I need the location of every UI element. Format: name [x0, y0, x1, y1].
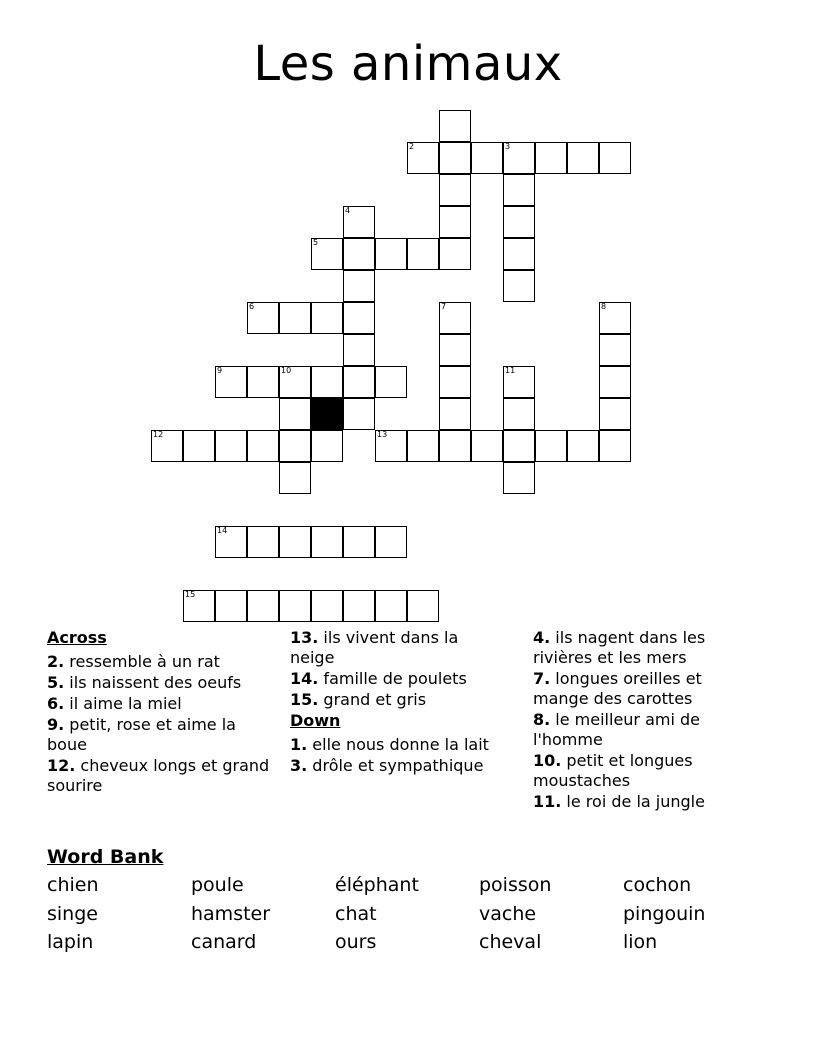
clue-item-text: ils vivent dans la neige	[290, 628, 459, 667]
word-bank-item: pingouin	[623, 902, 706, 925]
clue-item-text: le roi de la jungle	[561, 792, 705, 811]
grid-cell[interactable]	[439, 302, 471, 334]
grid-cell[interactable]	[343, 590, 375, 622]
word-bank-item: lapin	[47, 931, 94, 953]
grid-cell[interactable]	[503, 398, 535, 430]
grid-cell[interactable]	[535, 430, 567, 462]
clue-number: 7	[441, 302, 447, 311]
grid-cell[interactable]	[279, 590, 311, 622]
grid-cell[interactable]	[599, 334, 631, 366]
clue-item-number: 11.	[533, 792, 562, 811]
grid-cell[interactable]	[567, 430, 599, 462]
down-clue-list	[290, 735, 500, 776]
word-bank-item: chien	[47, 874, 99, 896]
grid-cell[interactable]	[247, 590, 279, 622]
down-heading: Down	[290, 711, 341, 730]
clue-item-number: 8.	[533, 710, 551, 729]
clue-item-number: 15.	[290, 690, 319, 709]
word-bank-item: cochon	[623, 874, 692, 896]
grid-cell[interactable]	[279, 398, 311, 430]
grid-cell[interactable]	[279, 462, 311, 494]
clue-number: 11	[505, 366, 516, 375]
clue-item-text: petit, rose et aime la boue	[47, 715, 236, 754]
grid-cell[interactable]	[375, 430, 407, 462]
clue-item	[533, 669, 733, 709]
clue-item-number: 3.	[290, 756, 308, 775]
grid-cell[interactable]	[503, 366, 535, 398]
clue-number: 15	[185, 590, 196, 599]
grid-cell[interactable]	[439, 206, 471, 238]
grid-cell[interactable]	[247, 302, 279, 334]
clue-item	[290, 756, 500, 776]
grid-cell[interactable]	[439, 430, 471, 462]
clue-item-text: ils naissent des oeufs	[64, 673, 242, 692]
clue-item	[47, 756, 272, 796]
clue-item	[533, 710, 733, 750]
clue-item-text: longues oreilles et mange des carottes	[533, 669, 702, 708]
clue-item-number: 10.	[533, 751, 562, 770]
grid-cell[interactable]	[311, 366, 343, 398]
grid-cell[interactable]	[311, 590, 343, 622]
grid-cell[interactable]	[375, 238, 407, 270]
grid-cell[interactable]	[599, 430, 631, 462]
grid-cell[interactable]	[215, 590, 247, 622]
grid-cell[interactable]	[343, 302, 375, 334]
word-bank	[47, 874, 767, 960]
grid-cell[interactable]	[151, 430, 183, 462]
clue-item	[290, 735, 500, 755]
grid-cell[interactable]	[407, 430, 439, 462]
clue-item-number: 4.	[533, 628, 551, 647]
grid-cell[interactable]	[535, 142, 567, 174]
grid-cell[interactable]	[279, 526, 311, 558]
clue-item-text: famille de poulets	[318, 669, 467, 688]
clue-item-text: cheveux longs et grand sourire	[47, 756, 270, 795]
clues-column-2	[290, 628, 500, 777]
clues-column-3	[533, 628, 733, 813]
grid-cell[interactable]	[503, 206, 535, 238]
across-clue-list	[47, 652, 272, 796]
word-bank-item: lion	[623, 931, 658, 953]
grid-cell[interactable]	[215, 366, 247, 398]
clue-item-text: grand et gris	[318, 690, 427, 709]
clue-number: 12	[153, 430, 164, 439]
grid-cell[interactable]	[503, 462, 535, 494]
clue-item	[533, 751, 733, 791]
across-heading: Across	[47, 628, 107, 647]
grid-cell[interactable]	[599, 398, 631, 430]
grid-cell[interactable]	[247, 366, 279, 398]
grid-cell[interactable]	[471, 430, 503, 462]
clue-item	[47, 715, 272, 755]
grid-cell[interactable]	[471, 142, 503, 174]
word-bank-item: chat	[335, 902, 377, 925]
word-bank-item: poisson	[479, 874, 552, 896]
clue-item	[47, 652, 272, 672]
clue-item-number: 7.	[533, 669, 551, 688]
clue-item	[47, 673, 272, 693]
word-bank-title: Word Bank	[47, 846, 164, 868]
word-bank-item: ours	[335, 931, 377, 953]
clue-item-number: 14.	[290, 669, 319, 688]
grid-cell[interactable]	[439, 142, 471, 174]
grid-cell[interactable]	[439, 334, 471, 366]
grid-cell[interactable]	[279, 430, 311, 462]
clue-item-text: petit et longues moustaches	[533, 751, 693, 790]
word-bank-item: canard	[191, 931, 257, 953]
grid-cell[interactable]	[215, 430, 247, 462]
word-bank-item: cheval	[479, 931, 542, 953]
grid-cell[interactable]	[343, 238, 375, 270]
grid-cell[interactable]	[407, 238, 439, 270]
clue-number: 3	[505, 142, 511, 151]
grid-cell[interactable]	[407, 142, 439, 174]
clue-item	[533, 628, 733, 668]
grid-cell[interactable]	[599, 366, 631, 398]
clues-column-1	[47, 628, 272, 797]
grid-cell[interactable]	[567, 142, 599, 174]
clue-number: 9	[217, 366, 223, 375]
across-clue-list-continued	[290, 628, 500, 710]
grid-cell[interactable]	[375, 590, 407, 622]
grid-cell[interactable]	[503, 270, 535, 302]
clue-number: 14	[217, 526, 228, 535]
clue-item-number: 6.	[47, 694, 65, 713]
grid-cell[interactable]	[439, 174, 471, 206]
clue-item-number: 2.	[47, 652, 65, 671]
grid-cell[interactable]	[279, 302, 311, 334]
clue-item-text: ils nagent dans les rivières et les mers	[533, 628, 706, 667]
black-cell	[311, 398, 343, 430]
grid-cell[interactable]	[311, 238, 343, 270]
grid-cell[interactable]	[343, 206, 375, 238]
grid-cell[interactable]	[503, 174, 535, 206]
clue-item	[290, 669, 500, 689]
clue-number: 10	[281, 366, 292, 375]
clue-item-text: le meilleur ami de l'homme	[533, 710, 701, 749]
clue-number: 5	[313, 238, 319, 247]
clue-number: 8	[601, 302, 607, 311]
word-bank-item: singe	[47, 902, 98, 925]
grid-cell[interactable]	[439, 366, 471, 398]
clue-item-number: 1.	[290, 735, 308, 754]
clue-item-text: il aime la miel	[64, 694, 182, 713]
grid-cell[interactable]	[215, 526, 247, 558]
clue-number: 2	[409, 142, 415, 151]
down-clue-list-continued	[533, 628, 733, 812]
grid-cell[interactable]	[247, 430, 279, 462]
clue-item	[290, 690, 500, 710]
grid-cell[interactable]	[439, 238, 471, 270]
grid-cell[interactable]	[343, 398, 375, 430]
grid-cell[interactable]	[343, 366, 375, 398]
grid-cell[interactable]	[311, 430, 343, 462]
clue-item-number: 12.	[47, 756, 76, 775]
clue-number: 6	[249, 302, 255, 311]
grid-cell[interactable]	[503, 142, 535, 174]
clue-item-number: 13.	[290, 628, 319, 647]
clue-item-text: elle nous donne la lait	[307, 735, 489, 754]
grid-cell[interactable]	[599, 142, 631, 174]
grid-cell[interactable]	[439, 110, 471, 142]
grid-cell[interactable]	[247, 526, 279, 558]
clue-item-number: 9.	[47, 715, 65, 734]
grid-cell[interactable]	[599, 302, 631, 334]
grid-cell[interactable]	[503, 238, 535, 270]
clue-item-text: ressemble à un rat	[64, 652, 220, 671]
clue-item-number: 5.	[47, 673, 65, 692]
clue-number: 13	[377, 430, 388, 439]
grid-cell[interactable]	[183, 590, 215, 622]
grid-cell[interactable]	[503, 430, 535, 462]
grid-cell[interactable]	[183, 430, 215, 462]
grid-cell[interactable]	[439, 398, 471, 430]
clue-item	[47, 694, 272, 714]
clue-item-text: drôle et sympathique	[307, 756, 484, 775]
grid-cell[interactable]	[343, 334, 375, 366]
grid-cell[interactable]	[311, 526, 343, 558]
clue-number: 4	[345, 206, 351, 215]
clue-item	[533, 792, 733, 812]
word-bank-item: poule	[191, 874, 244, 896]
word-bank-item: hamster	[191, 902, 271, 925]
page-title: Les animaux	[253, 36, 563, 92]
grid-cell[interactable]	[311, 302, 343, 334]
clue-item	[290, 628, 500, 668]
grid-cell[interactable]	[279, 366, 311, 398]
grid-cell[interactable]	[343, 270, 375, 302]
grid-cell[interactable]	[343, 526, 375, 558]
grid-cell[interactable]	[407, 590, 439, 622]
grid-cell[interactable]	[375, 526, 407, 558]
word-bank-item: vache	[479, 902, 537, 925]
word-bank-item: éléphant	[335, 874, 419, 896]
grid-cell[interactable]	[375, 366, 407, 398]
